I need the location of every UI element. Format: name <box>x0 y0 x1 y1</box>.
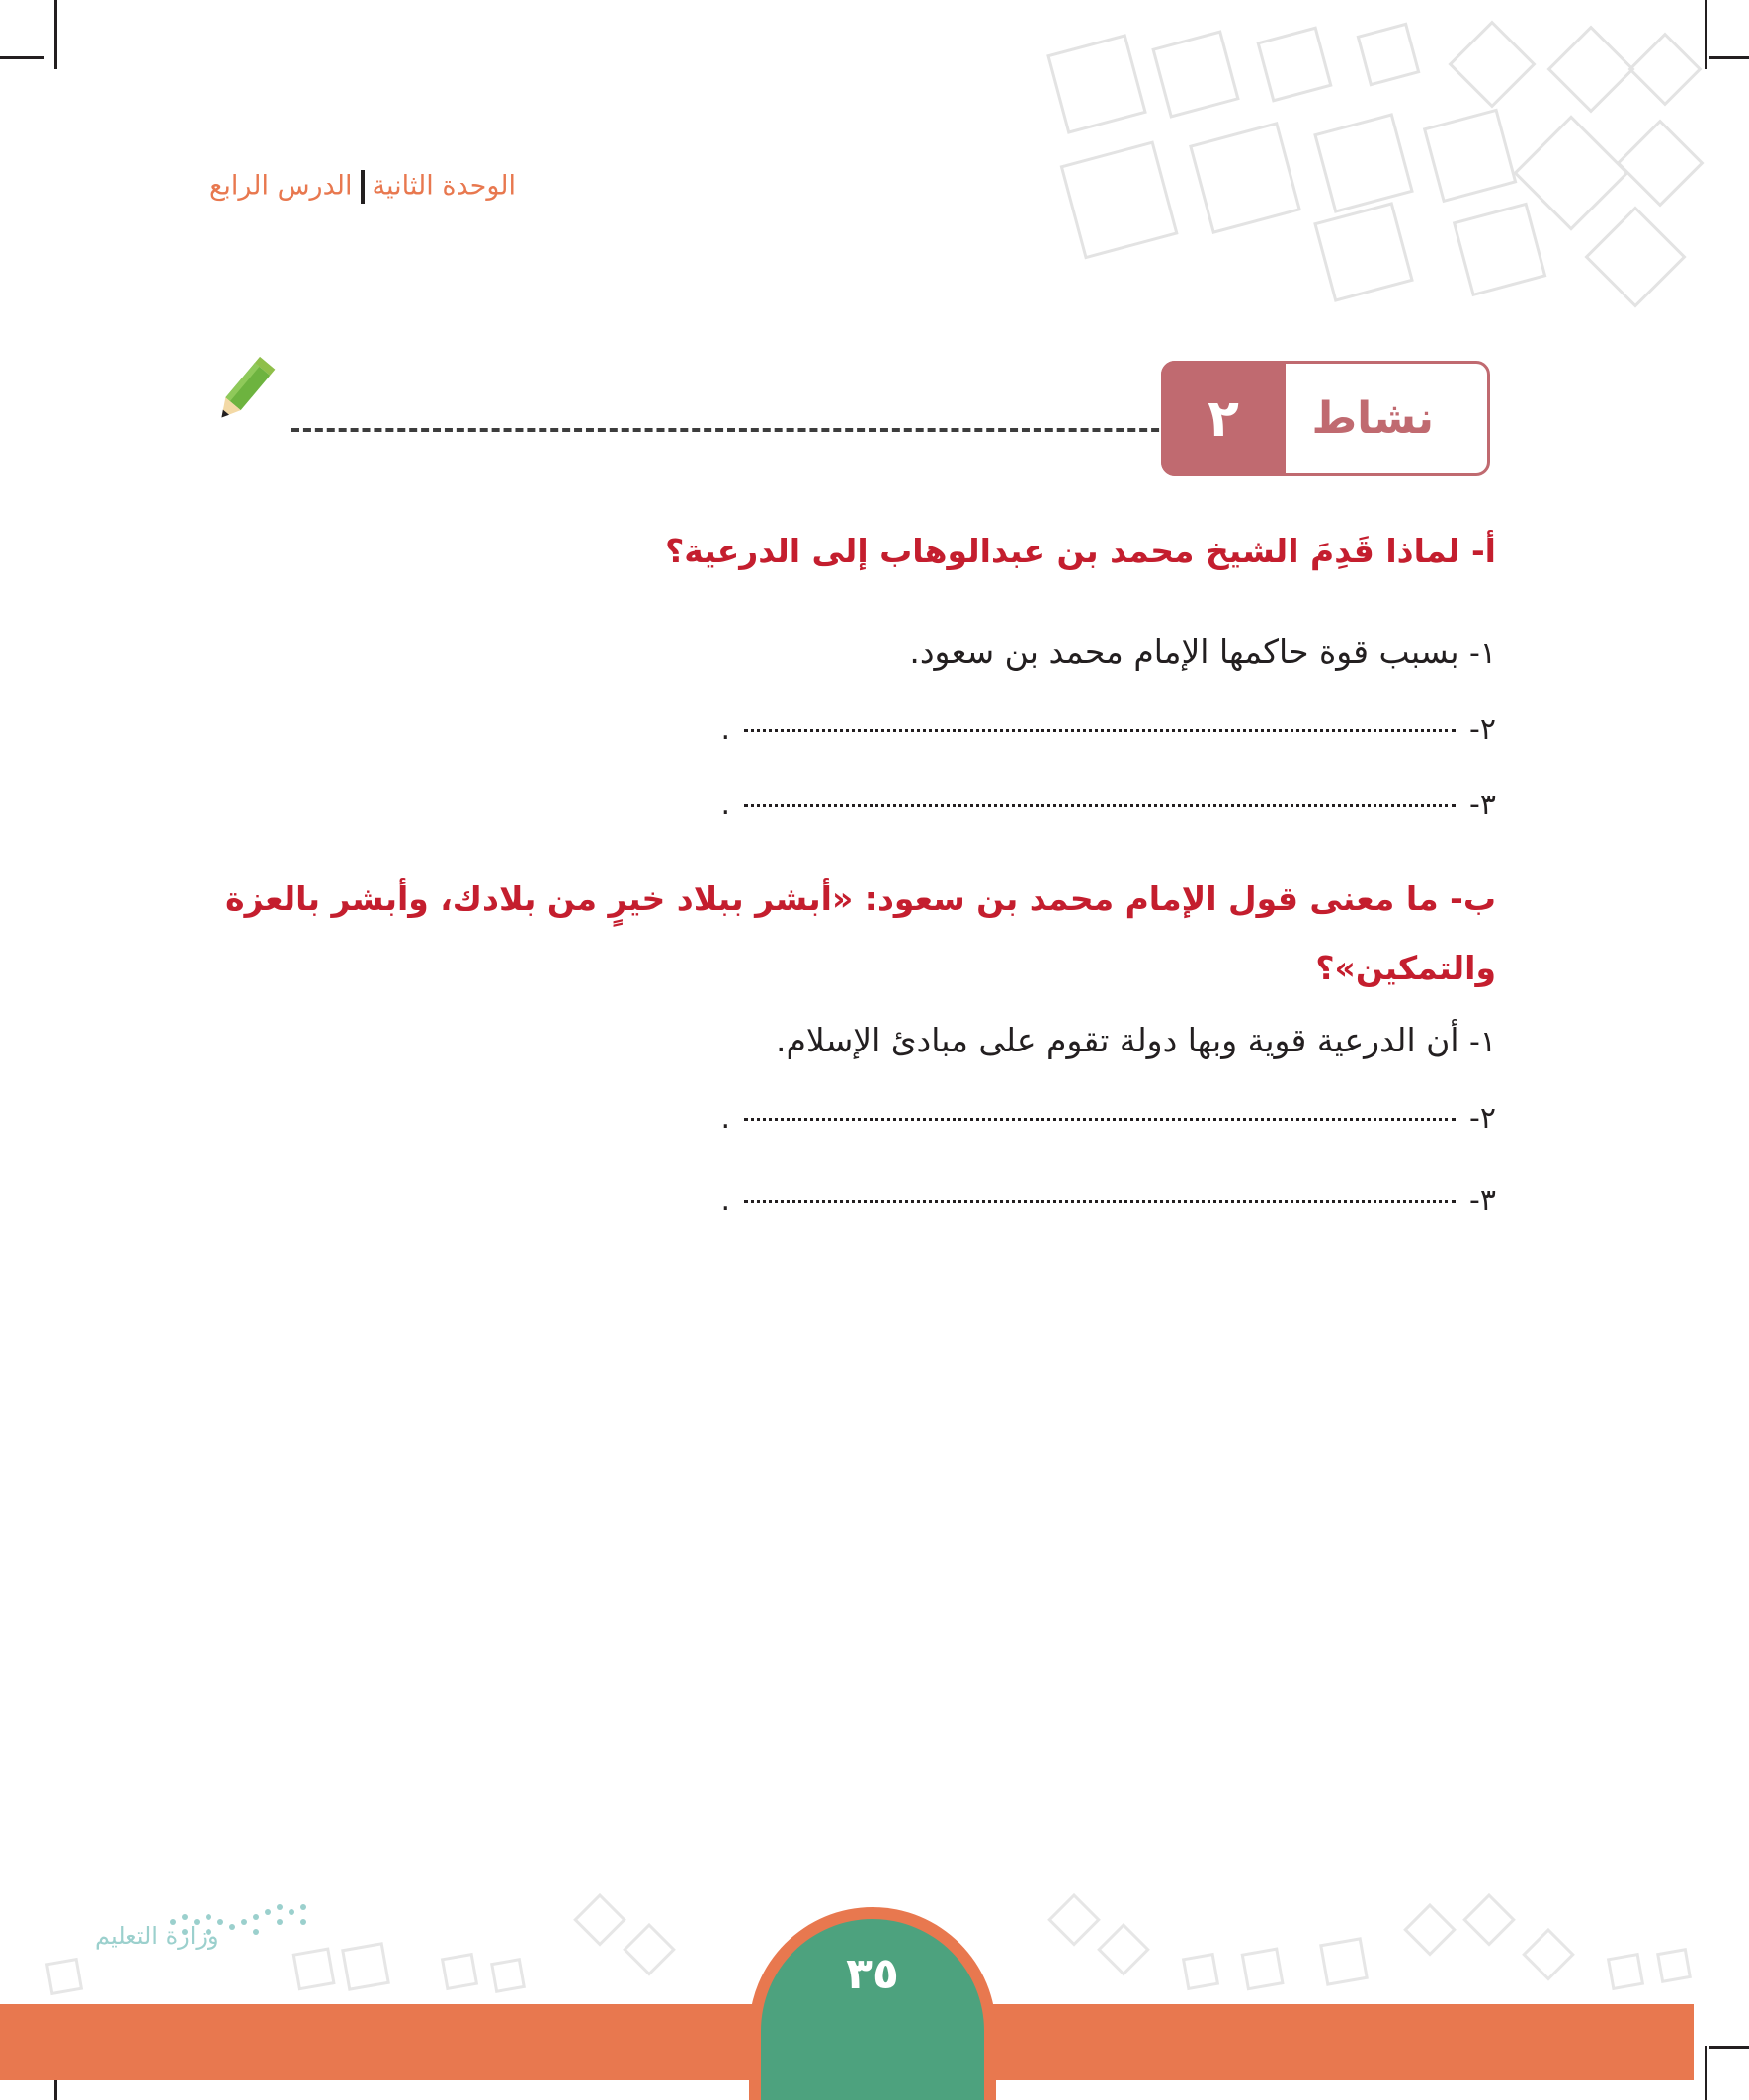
answer-a-2[interactable] <box>721 709 1497 747</box>
pencil-icon <box>203 354 282 433</box>
question-a: أ- لماذا قَدِمَ الشيخ محمد بن عبدالوهاب إلى الدرعية؟ <box>665 532 1496 570</box>
page-number: ٣٥ <box>761 1919 984 2100</box>
activity-label: نشاط <box>1311 393 1434 444</box>
answer-b-1 <box>776 1021 1496 1059</box>
lesson-title: الدرس الرابع <box>209 170 353 202</box>
answer-text: بسبب قوة حاكمها الإمام محمد بن سعود. <box>909 632 1459 671</box>
answer-blank-line[interactable] <box>744 728 1456 732</box>
decorative-pattern <box>1028 15 1709 331</box>
answer-b-3[interactable] <box>721 1179 1497 1218</box>
answer-number: ٣- <box>1469 1183 1496 1218</box>
answer-a-3[interactable] <box>721 784 1497 822</box>
answer-number: ٢- <box>1469 713 1496 747</box>
line-end-dot: . <box>720 1183 731 1218</box>
answer-number: ٣- <box>1469 788 1496 822</box>
crop-mark <box>0 56 44 59</box>
answer-number: ٢- <box>1469 1101 1496 1135</box>
line-end-dot: . <box>720 1101 731 1135</box>
answer-blank-line[interactable] <box>744 1117 1456 1121</box>
question-b-line2: والتمكين»؟ <box>1315 949 1496 987</box>
answer-text: أن الدرعية قوية وبها دولة تقوم على مبادئ الإسلام. <box>775 1021 1459 1059</box>
running-head <box>209 170 516 204</box>
line-end-dot: . <box>720 713 731 747</box>
answer-blank-line[interactable] <box>744 803 1456 807</box>
crop-mark <box>1709 2046 1749 2049</box>
crop-mark <box>1705 2046 1707 2100</box>
activity-badge <box>1161 361 1490 476</box>
answer-a-1 <box>909 632 1496 671</box>
crop-mark <box>1709 56 1749 59</box>
header-separator <box>361 170 365 204</box>
line-end-dot: . <box>720 788 731 822</box>
activity-number: ٢ <box>1161 361 1286 476</box>
crop-mark <box>54 0 57 69</box>
ministry-name: وزارة التعليم <box>95 1922 219 1950</box>
answer-blank-line[interactable] <box>744 1199 1456 1203</box>
answer-number: ١- <box>1469 1025 1496 1059</box>
answer-b-2[interactable] <box>721 1097 1497 1135</box>
question-b-line1: ب- ما معنى قول الإمام محمد بن سعود: «أبشر ببلاد خيرٍ من بلادك، وأبشر بالعزة <box>225 880 1496 918</box>
activity-divider <box>292 428 1171 432</box>
answer-number: ١- <box>1469 636 1496 671</box>
unit-title: الوحدة الثانية <box>372 170 517 202</box>
